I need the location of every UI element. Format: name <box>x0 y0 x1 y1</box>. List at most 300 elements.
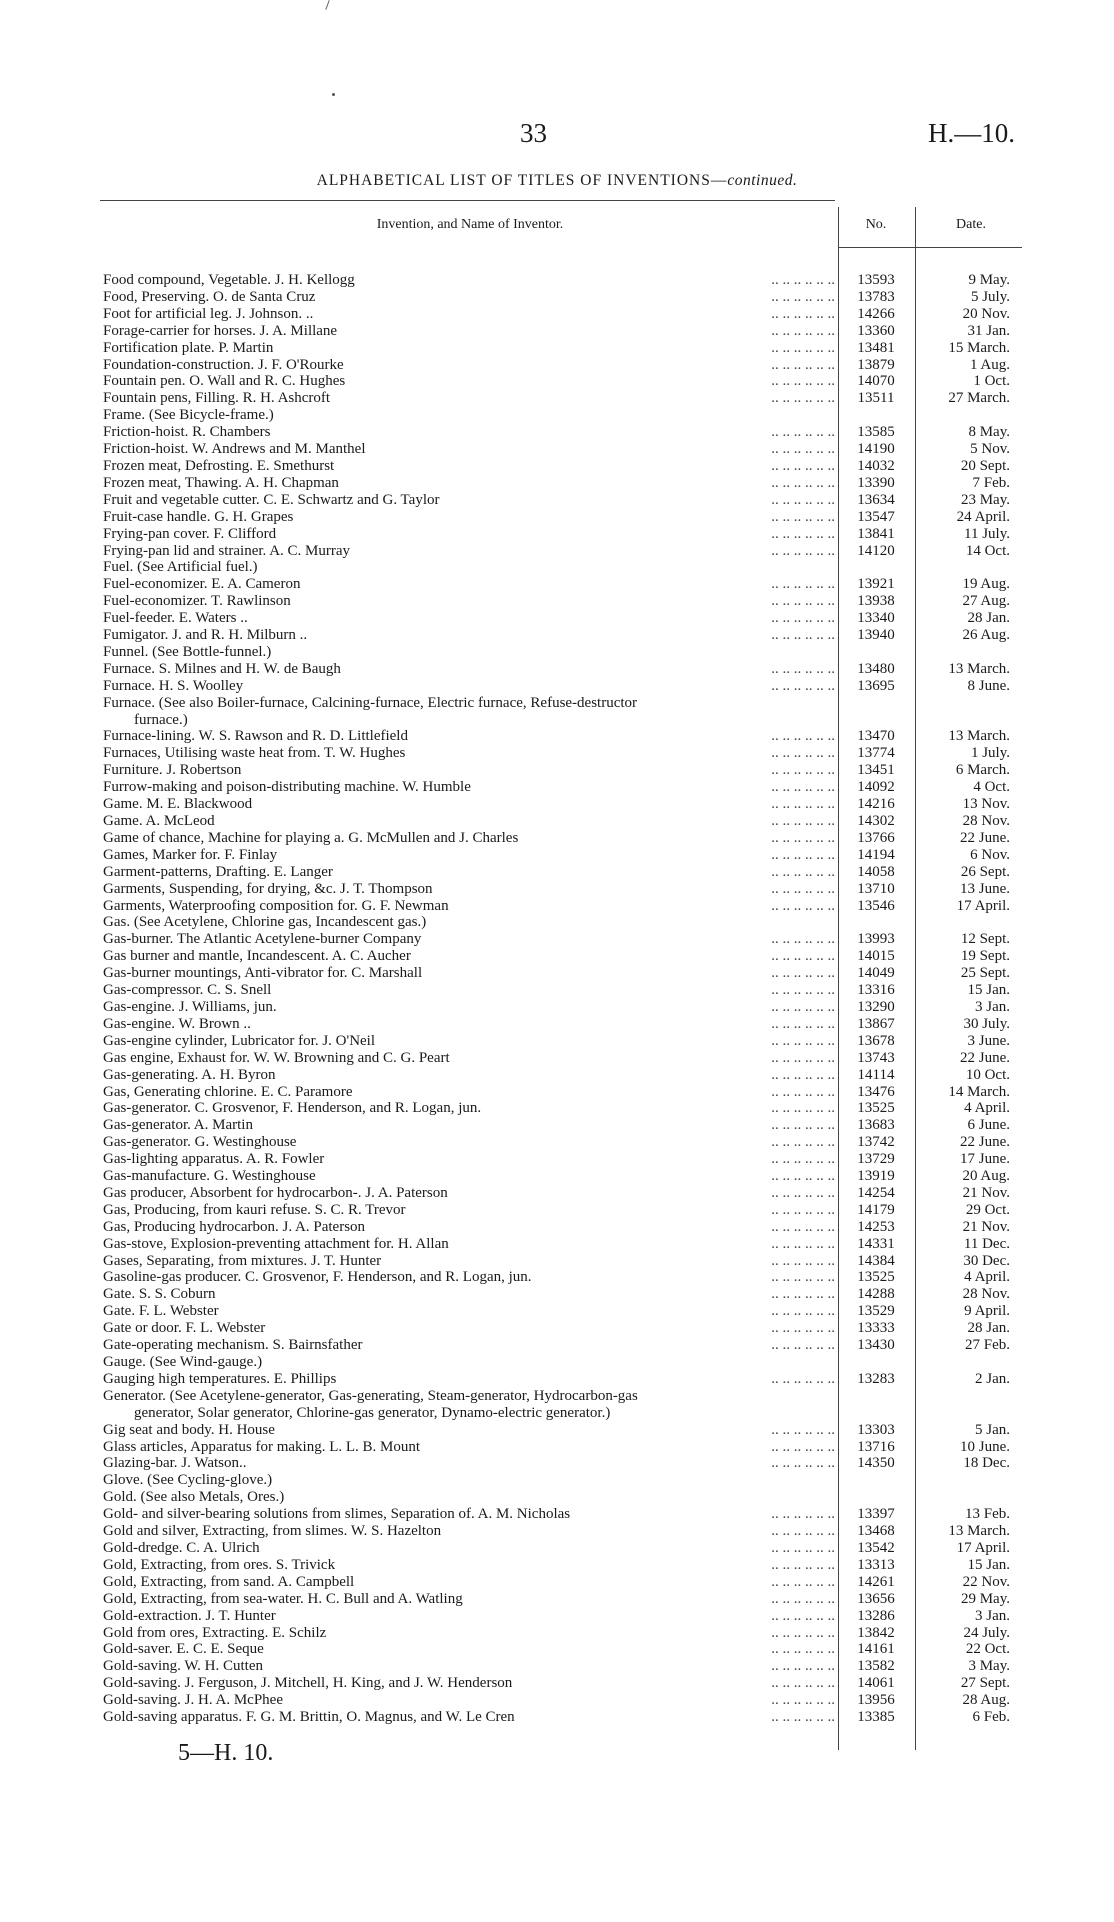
page-heading <box>0 172 1114 190</box>
patent-number: 13938 <box>857 593 895 610</box>
invention-title: Gas burner and mantle, Incandescent. A. C. Aucher <box>103 948 411 965</box>
column-header-rule <box>838 247 1022 248</box>
patent-date: 24 July. <box>963 1624 1010 1641</box>
patent-date: 15 Jan. <box>967 1556 1010 1573</box>
patent-number: 13360 <box>857 322 895 339</box>
leader-dots: .. .. .. .. .. .. <box>771 660 835 677</box>
invention-title: Gold-saver. E. C. E. Seque <box>103 1641 264 1658</box>
patent-date: 22 Nov. <box>962 1573 1010 1590</box>
column-header-invention: Invention, and Name of Inventor. <box>376 217 564 232</box>
patent-date: 22 Oct. <box>965 1641 1010 1658</box>
scan-speck <box>332 93 335 96</box>
leader-dots: .. .. .. .. .. .. <box>771 339 835 356</box>
table-row <box>0 1100 1114 1117</box>
leader-dots: .. .. .. .. .. .. <box>771 1709 835 1726</box>
patent-date: 17 April. <box>956 1539 1010 1556</box>
invention-title: Garments, Suspending, for drying, &c. J. T. Thompson <box>103 880 433 897</box>
table-row <box>0 1371 1114 1388</box>
patent-date: 15 Jan. <box>967 982 1010 999</box>
invention-title: Fuel-economizer. T. Rawlinson <box>103 593 291 610</box>
leader-dots: .. .. .. .. .. .. <box>771 1235 835 1252</box>
table-row <box>0 1692 1114 1709</box>
patent-number: 13582 <box>857 1658 895 1675</box>
patent-date: 11 July. <box>964 525 1010 542</box>
table-row <box>0 576 1114 593</box>
table-row <box>0 1286 1114 1303</box>
table-row <box>0 914 1114 931</box>
table-row <box>0 610 1114 627</box>
patent-number: 14049 <box>857 965 895 982</box>
table-row <box>0 559 1114 576</box>
patent-number: 13397 <box>857 1506 895 1523</box>
table-row <box>0 1016 1114 1033</box>
leader-dots: .. .. .. .. .. .. <box>771 474 835 491</box>
invention-title: Gas, Generating chlorine. E. C. Paramore <box>103 1083 353 1100</box>
patent-date: 5 Jan. <box>975 1421 1010 1438</box>
invention-title: Gate. F. L. Webster <box>103 1303 219 1320</box>
table-row <box>0 931 1114 948</box>
invention-title: Fountain pens, Filling. R. H. Ashcroft <box>103 390 331 407</box>
leader-dots: .. .. .. .. .. .. <box>771 1100 835 1117</box>
patent-number: 13451 <box>857 762 895 779</box>
patent-number: 13867 <box>857 1015 895 1032</box>
patent-number: 13710 <box>857 880 895 897</box>
table-row <box>0 1134 1114 1151</box>
column-header-no: No. <box>865 217 887 232</box>
patent-date: 13 Feb. <box>965 1506 1010 1523</box>
invention-title: Forage-carrier for horses. J. A. Millane <box>103 322 338 339</box>
table-row <box>0 830 1114 847</box>
table-row <box>0 813 1114 830</box>
patent-number: 13956 <box>857 1692 895 1709</box>
invention-title: Gas-lighting apparatus. A. R. Fowler <box>103 1151 325 1168</box>
leader-dots: .. .. .. .. .. .. <box>771 1624 835 1641</box>
invention-title: Frame. (See Bicycle-frame.) <box>103 407 274 424</box>
table-row <box>0 424 1114 441</box>
invention-title: Glove. (See Cycling-glove.) <box>103 1472 273 1489</box>
table-row <box>0 1591 1114 1608</box>
table-row <box>0 1675 1114 1692</box>
patent-number: 13430 <box>857 1337 895 1354</box>
table-row <box>0 1455 1114 1472</box>
patent-number: 14216 <box>857 796 895 813</box>
patent-date: 24 April. <box>956 508 1010 525</box>
patent-number: 13841 <box>857 525 895 542</box>
table-row <box>0 999 1114 1016</box>
patent-date: 13 June. <box>960 880 1010 897</box>
table-row <box>0 1033 1114 1050</box>
leader-dots: .. .. .. .. .. .. <box>771 1607 835 1624</box>
invention-title: Fuel-feeder. E. Waters .. <box>103 610 248 627</box>
patent-number: 13480 <box>857 660 895 677</box>
patent-date: 29 Oct. <box>965 1201 1010 1218</box>
patent-number: 14350 <box>857 1455 895 1472</box>
patent-number: 13340 <box>857 610 895 627</box>
patent-number: 13993 <box>857 931 895 948</box>
table-row <box>0 1405 1114 1422</box>
patent-number: 14161 <box>857 1641 895 1658</box>
heading-main: ALPHABETICAL LIST OF TITLES OF INVENTIONS— <box>316 172 728 189</box>
invention-title: Fuel-economizer. E. A. Cameron <box>103 576 301 593</box>
patent-date: 4 Oct. <box>973 779 1010 796</box>
patent-date: 25 Sept. <box>960 965 1010 982</box>
invention-title: Gas-generating. A. H. Byron <box>103 1066 276 1083</box>
patent-number: 13716 <box>857 1438 895 1455</box>
patent-number: 14032 <box>857 457 895 474</box>
invention-title: Gases, Separating, from mixtures. J. T. Hunter <box>103 1252 382 1269</box>
leader-dots: .. .. .. .. .. .. <box>771 576 835 593</box>
leader-dots: .. .. .. .. .. .. <box>771 1337 835 1354</box>
leader-dots: .. .. .. .. .. .. <box>771 1168 835 1185</box>
patent-date: 22 June. <box>960 1049 1010 1066</box>
table-row <box>0 779 1114 796</box>
table-row <box>0 458 1114 475</box>
table-row <box>0 712 1114 729</box>
patent-number: 13470 <box>857 728 895 745</box>
invention-title: Frozen meat, Thawing. A. H. Chapman <box>103 474 339 491</box>
table-row <box>0 1168 1114 1185</box>
patent-number: 13921 <box>857 576 895 593</box>
leader-dots: .. .. .. .. .. .. <box>771 1421 835 1438</box>
table-row <box>0 373 1114 390</box>
patent-number: 13390 <box>857 474 895 491</box>
invention-title: Funnel. (See Bottle-funnel.) <box>103 643 272 660</box>
invention-title: Gig seat and body. H. House <box>103 1421 275 1438</box>
leader-dots: .. .. .. .. .. .. <box>771 1539 835 1556</box>
invention-title: Furnaces, Utilising waste heat from. T. W. Hughes <box>103 745 406 762</box>
patent-date: 28 Jan. <box>967 1320 1010 1337</box>
table-row <box>0 1236 1114 1253</box>
patent-number: 13481 <box>857 339 895 356</box>
invention-title: Frying-pan cover. F. Clifford <box>103 525 277 542</box>
patent-number: 13593 <box>857 272 895 288</box>
table-row <box>0 627 1114 644</box>
patent-date: 27 Sept. <box>960 1675 1010 1692</box>
patent-date: 3 May. <box>968 1658 1010 1675</box>
invention-title: Game of chance, Machine for playing a. G. McMullen and J. Charles <box>103 829 519 846</box>
table-row <box>0 1523 1114 1540</box>
invention-title: Foot for artificial leg. J. Johnson. .. <box>103 305 314 322</box>
invention-title: Fumigator. J. and R. H. Milburn .. <box>103 627 308 644</box>
invention-title: Fuel. (See Artificial fuel.) <box>103 559 258 576</box>
invention-title: Gas-generator. A. Martin <box>103 1117 253 1134</box>
table-row <box>0 1269 1114 1286</box>
invention-title: Gas-compressor. C. S. Snell <box>103 982 272 999</box>
leader-dots: .. .. .. .. .. .. <box>771 1252 835 1269</box>
table-row <box>0 678 1114 695</box>
patent-number: 13542 <box>857 1539 895 1556</box>
leader-dots: .. .. .. .. .. .. <box>771 1083 835 1100</box>
patent-number: 14114 <box>857 1066 895 1083</box>
invention-title: Fountain pen. O. Wall and R. C. Hughes <box>103 373 346 390</box>
patent-number: 14254 <box>857 1184 895 1201</box>
invention-title: Glass articles, Apparatus for making. L. L. B. Mount <box>103 1438 421 1455</box>
leader-dots: .. .. .. .. .. .. <box>771 1658 835 1675</box>
page-number: 33 <box>520 118 547 148</box>
table-row <box>0 1185 1114 1202</box>
leader-dots: .. .. .. .. .. .. <box>771 728 835 745</box>
leader-dots: .. .. .. .. .. .. <box>771 1370 835 1387</box>
patent-number: 13766 <box>857 829 895 846</box>
leader-dots: .. .. .. .. .. .. <box>771 1032 835 1049</box>
invention-title: Gold from ores, Extracting. E. Schilz <box>103 1624 327 1641</box>
patent-date: 5 July. <box>970 288 1010 305</box>
invention-title: Gold-dredge. C. A. Ulrich <box>103 1539 260 1556</box>
invention-title: Friction-hoist. W. Andrews and M. Manthel <box>103 441 366 458</box>
table-row <box>0 661 1114 678</box>
patent-date: 27 March. <box>948 390 1010 407</box>
leader-dots: .. .. .. .. .. .. <box>771 457 835 474</box>
invention-title: Gold and silver, Extracting, from slimes. W. S. Hazelton <box>103 1523 442 1540</box>
patent-number: 13842 <box>857 1624 895 1641</box>
patent-number: 14266 <box>857 305 895 322</box>
leader-dots: .. .. .. .. .. .. <box>771 813 835 829</box>
patent-number: 14179 <box>857 1201 895 1218</box>
patent-number: 13774 <box>857 745 895 762</box>
patent-date: 15 March. <box>948 339 1010 356</box>
invention-title: Furniture. J. Robertson <box>103 762 242 779</box>
invention-title: Furnace-lining. W. S. Rawson and R. D. Littlefield <box>103 728 408 745</box>
leader-dots: .. .. .. .. .. .. <box>771 965 835 982</box>
leader-dots: .. .. .. .. .. .. <box>771 305 835 322</box>
invention-title: Gold-saving. W. H. Cutten <box>103 1658 263 1675</box>
invention-title: Furnace. (See also Boiler-furnace, Calcining-furnace, Electric furnace, Refuse-destructor <box>103 694 638 711</box>
patent-date: 28 Nov. <box>962 1286 1010 1303</box>
table-row <box>0 1388 1114 1405</box>
table-row <box>0 1709 1114 1726</box>
invention-title: Food compound, Vegetable. J. H. Kellogg <box>103 272 355 288</box>
patent-date: 1 Aug. <box>969 356 1010 373</box>
table-row <box>0 1050 1114 1067</box>
leader-dots: .. .. .. .. .. .. <box>771 1049 835 1066</box>
leader-dots: .. .. .. .. .. .. <box>771 627 835 644</box>
invention-title: Gold-saving. J. H. A. McPhee <box>103 1692 283 1709</box>
invention-title: Furrow-making and poison-distributing machine. W. Humble <box>103 779 471 796</box>
invention-title: Gas. (See Acetylene, Chlorine gas, Incandescent gas.) <box>103 914 427 931</box>
invention-title: Games, Marker for. F. Finlay <box>103 846 278 863</box>
invention-title: Gate-operating mechanism. S. Bairnsfather <box>103 1337 363 1354</box>
leader-dots: .. .. .. .. .. .. <box>771 424 835 441</box>
invention-title: furnace.) <box>134 711 188 728</box>
leader-dots: .. .. .. .. .. .. <box>771 948 835 965</box>
invention-title: Garment-patterns, Drafting. E. Langer <box>103 863 333 880</box>
table-row <box>0 1489 1114 1506</box>
patent-date: 27 Aug. <box>962 593 1010 610</box>
invention-title: Gas-stove, Explosion-preventing attachment for. H. Allan <box>103 1235 449 1252</box>
heading-continued: continued. <box>727 172 798 189</box>
patent-number: 13919 <box>857 1168 895 1185</box>
table-row <box>0 948 1114 965</box>
patent-date: 13 March. <box>948 660 1010 677</box>
patent-date: 28 Aug. <box>962 1692 1010 1709</box>
patent-date: 6 Nov. <box>970 846 1010 863</box>
leader-dots: .. .. .. .. .. .. <box>771 1675 835 1692</box>
invention-title: Game. A. McLeod <box>103 813 215 829</box>
patent-number: 13678 <box>857 1032 895 1049</box>
table-row <box>0 982 1114 999</box>
invention-title: Gas-engine. W. Brown .. <box>103 1015 251 1032</box>
table-row <box>0 1625 1114 1642</box>
inventions-table <box>0 272 1114 1726</box>
patent-date: 9 May. <box>968 272 1010 288</box>
leader-dots: .. .. .. .. .. .. <box>771 931 835 948</box>
table-row <box>0 1202 1114 1219</box>
table-row <box>0 593 1114 610</box>
table-row <box>0 509 1114 526</box>
patent-date: 29 May. <box>960 1590 1010 1607</box>
table-row <box>0 1540 1114 1557</box>
table-row <box>0 306 1114 323</box>
invention-title: Gas engine, Exhaust for. W. W. Browning and C. G. Peart <box>103 1049 450 1066</box>
invention-title: Gold, Extracting, from sand. A. Campbell <box>103 1573 355 1590</box>
patent-date: 9 April. <box>964 1303 1010 1320</box>
invention-title: Gas-engine cylinder, Lubricator for. J. O'Neil <box>103 1032 376 1049</box>
invention-title: Gas-generator. C. Grosvenor, F. Henderson, and R. Logan, jun. <box>103 1100 482 1117</box>
table-row <box>0 1354 1114 1371</box>
heading-rule <box>100 200 835 201</box>
patent-number: 13656 <box>857 1590 895 1607</box>
patent-number: 13742 <box>857 1134 895 1151</box>
leader-dots: .. .. .. .. .. .. <box>771 846 835 863</box>
patent-number: 13585 <box>857 424 895 441</box>
table-row <box>0 390 1114 407</box>
patent-date: 21 Nov. <box>962 1184 1010 1201</box>
table-row <box>0 881 1114 898</box>
patent-number: 13468 <box>857 1523 895 1540</box>
table-row <box>0 1253 1114 1270</box>
patent-date: 30 Dec. <box>963 1252 1010 1269</box>
table-row <box>0 340 1114 357</box>
invention-title: Friction-hoist. R. Chambers <box>103 424 271 441</box>
invention-title: Frozen meat, Defrosting. E. Smethurst <box>103 457 335 474</box>
patent-number: 13333 <box>857 1320 895 1337</box>
invention-title: Fruit and vegetable cutter. C. E. Schwartz and G. Taylor <box>103 491 440 508</box>
patent-number: 14015 <box>857 948 895 965</box>
leader-dots: .. .. .. .. .. .. <box>771 745 835 762</box>
leader-dots: .. .. .. .. .. .. <box>771 1066 835 1083</box>
patent-date: 26 Sept. <box>960 863 1010 880</box>
leader-dots: .. .. .. .. .. .. <box>771 863 835 880</box>
table-row <box>0 1422 1114 1439</box>
invention-title: Generator. (See Acetylene-generator, Gas-generating, Steam-generator, Hydrocarbon-gas <box>103 1387 638 1404</box>
patent-number: 13313 <box>857 1556 895 1573</box>
patent-number: 13286 <box>857 1607 895 1624</box>
leader-dots: .. .. .. .. .. .. <box>771 356 835 373</box>
table-row <box>0 1151 1114 1168</box>
table-row <box>0 745 1114 762</box>
patent-number: 14331 <box>857 1235 895 1252</box>
patent-date: 28 Nov. <box>962 813 1010 829</box>
patent-number: 13385 <box>857 1709 895 1726</box>
patent-number: 13476 <box>857 1083 895 1100</box>
patent-date: 6 Feb. <box>972 1709 1010 1726</box>
table-row <box>0 526 1114 543</box>
invention-title: Gold- and silver-bearing solutions from slimes, Separation of. A. M. Nicholas <box>103 1506 571 1523</box>
leader-dots: .. .. .. .. .. .. <box>771 1184 835 1201</box>
patent-date: 3 Jan. <box>975 998 1010 1015</box>
patent-date: 20 Aug. <box>962 1168 1010 1185</box>
leader-dots: .. .. .. .. .. .. <box>771 1303 835 1320</box>
patent-date: 19 Sept. <box>960 948 1010 965</box>
invention-title: Furnace. H. S. Woolley <box>103 677 244 694</box>
table-row <box>0 847 1114 864</box>
invention-title: Gas, Producing hydrocarbon. J. A. Paterson <box>103 1218 366 1235</box>
leader-dots: .. .. .. .. .. .. <box>771 1438 835 1455</box>
invention-title: Gas-engine. J. Williams, jun. <box>103 998 277 1015</box>
leader-dots: .. .. .. .. .. .. <box>771 491 835 508</box>
table-row <box>0 1574 1114 1591</box>
invention-title: Gas producer, Absorbent for hydrocarbon-. J. A. Paterson <box>103 1184 448 1201</box>
leader-dots: .. .. .. .. .. .. <box>771 796 835 813</box>
leader-dots: .. .. .. .. .. .. <box>771 982 835 999</box>
leader-dots: .. .. .. .. .. .. <box>771 779 835 796</box>
patent-number: 14302 <box>857 813 895 829</box>
invention-title: Gas-generator. G. Westinghouse <box>103 1134 297 1151</box>
leader-dots: .. .. .. .. .. .. <box>771 593 835 610</box>
patent-date: 28 Jan. <box>967 610 1010 627</box>
table-row <box>0 441 1114 458</box>
table-row <box>0 1506 1114 1523</box>
table-row <box>0 272 1114 289</box>
patent-date: 17 April. <box>956 897 1010 914</box>
patent-date: 3 June. <box>967 1032 1010 1049</box>
invention-title: Gate or door. F. L. Webster <box>103 1320 266 1337</box>
patent-number: 13783 <box>857 288 895 305</box>
patent-number: 13634 <box>857 491 895 508</box>
patent-number: 14384 <box>857 1252 895 1269</box>
invention-title: Gold-extraction. J. T. Hunter <box>103 1607 276 1624</box>
invention-title: Foundation-construction. J. F. O'Rourke <box>103 356 344 373</box>
patent-date: 22 June. <box>960 829 1010 846</box>
table-row <box>0 644 1114 661</box>
patent-date: 4 April. <box>964 1100 1010 1117</box>
patent-number: 14092 <box>857 779 895 796</box>
invention-title: Glazing-bar. J. Watson.. <box>103 1455 247 1472</box>
table-row <box>0 695 1114 712</box>
leader-dots: .. .. .. .. .. .. <box>771 288 835 305</box>
patent-date: 30 July. <box>963 1015 1010 1032</box>
leader-dots: .. .. .. .. .. .. <box>771 542 835 559</box>
invention-title: Garments, Waterproofing composition for. G. F. Newman <box>103 897 449 914</box>
column-header-date: Date. <box>956 217 986 232</box>
table-row <box>0 796 1114 813</box>
patent-date: 12 Sept. <box>960 931 1010 948</box>
invention-title: Gas-manufacture. G. Westinghouse <box>103 1168 316 1185</box>
patent-date: 20 Sept. <box>960 457 1010 474</box>
patent-number: 13547 <box>857 508 895 525</box>
leader-dots: .. .. .. .. .. .. <box>771 1218 835 1235</box>
table-row <box>0 965 1114 982</box>
leader-dots: .. .. .. .. .. .. <box>771 390 835 407</box>
leader-dots: .. .. .. .. .. .. <box>771 1269 835 1286</box>
invention-title: Gate. S. S. Coburn <box>103 1286 216 1303</box>
patent-date: 5 Nov. <box>970 441 1010 458</box>
patent-date: 23 May. <box>960 491 1010 508</box>
invention-title: Gold-saving apparatus. F. G. M. Brittin, O. Magnus, and W. Le Cren <box>103 1709 515 1726</box>
patent-number: 14261 <box>857 1573 895 1590</box>
patent-date: 26 Aug. <box>962 627 1010 644</box>
patent-date: 3 Jan. <box>975 1607 1010 1624</box>
invention-title: Fortification plate. P. Martin <box>103 339 274 356</box>
patent-number: 13525 <box>857 1269 895 1286</box>
patent-number: 14288 <box>857 1286 895 1303</box>
patent-date: 7 Feb. <box>972 474 1010 491</box>
table-row <box>0 1608 1114 1625</box>
invention-title: Gas-burner mountings, Anti-vibrator for. C. Marshall <box>103 965 423 982</box>
table-row <box>0 1303 1114 1320</box>
leader-dots: .. .. .. .. .. .. <box>771 998 835 1015</box>
table-row <box>0 1337 1114 1354</box>
